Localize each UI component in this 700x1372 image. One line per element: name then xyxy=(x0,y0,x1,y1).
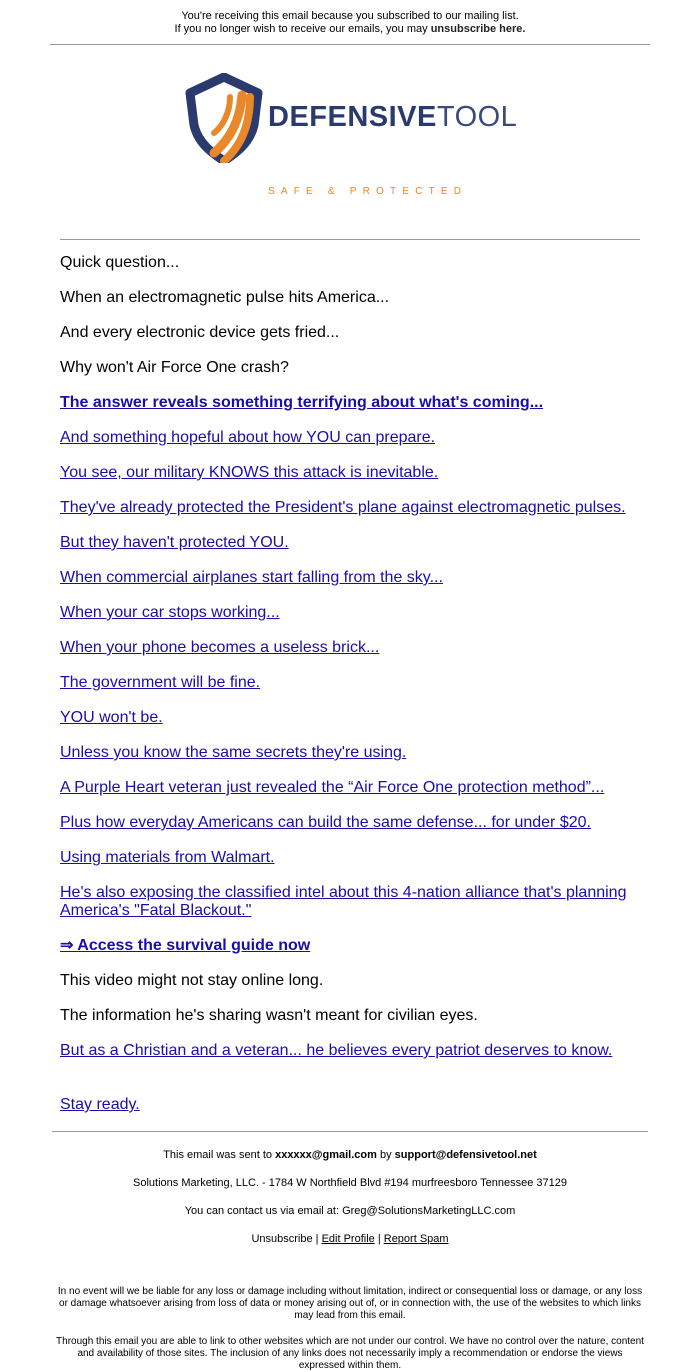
body-text: The information he's sharing wasn't meant for civilian eyes. xyxy=(60,1007,478,1024)
body-link-text[interactable]: When your phone becomes a useless brick... xyxy=(60,639,380,656)
link-separator: | xyxy=(377,1233,381,1245)
body-link xyxy=(60,394,640,412)
unsubscribe-prefix: If you no longer wish to receive our emails, you may xyxy=(174,23,428,35)
body-link xyxy=(60,937,640,955)
shield-icon xyxy=(184,73,264,163)
legal-disclaimer xyxy=(56,1286,644,1372)
brand-logo xyxy=(0,45,700,195)
company-address: Solutions Marketing, LLC. - 1784 W Northfield Blvd #194 murfreesboro Tennessee 37129 xyxy=(133,1177,567,1189)
recipient-email: xxxxxx@gmail.com xyxy=(275,1149,377,1161)
body-link xyxy=(60,709,640,727)
body-link xyxy=(60,814,640,832)
subscription-notice xyxy=(0,0,700,36)
body-link-text[interactable]: A Purple Heart veteran just revealed the “Air Force One protection method”... xyxy=(60,779,605,796)
unsubscribe-here-link[interactable]: unsubscribe here. xyxy=(430,23,526,35)
body-link-text[interactable]: You see, our military KNOWS this attack is inevitable. xyxy=(60,464,439,481)
body-link xyxy=(60,464,640,482)
body-link-text[interactable]: When your car stops working... xyxy=(60,604,280,621)
body-link-text[interactable]: But they haven't protected YOU. xyxy=(60,534,289,551)
body-link-text[interactable]: He's also exposing the classified intel about this 4-nation alliance that's planning America's "Fatal Blackout." xyxy=(60,884,627,919)
body-link xyxy=(60,1042,640,1060)
email-footer xyxy=(0,1132,700,1372)
report-spam-link[interactable]: Report Spam xyxy=(383,1233,449,1245)
body-link-text[interactable]: When commercial airplanes start falling from the sky... xyxy=(60,569,443,586)
body-link-text[interactable]: Using materials from Walmart. xyxy=(60,849,275,866)
sent-by-word: by xyxy=(379,1149,392,1161)
body-link-text[interactable]: Unless you know the same secrets they're using. xyxy=(60,744,407,761)
body-link xyxy=(60,569,640,587)
body-link-text[interactable]: YOU won't be. xyxy=(60,709,163,726)
email-body xyxy=(0,240,700,1114)
subscription-notice-line2 xyxy=(0,23,700,36)
body-link xyxy=(60,1096,640,1114)
body-link xyxy=(60,779,640,797)
body-text: When an electromagnetic pulse hits America... xyxy=(60,289,390,306)
body-link-text[interactable]: The government will be fine. xyxy=(60,674,261,691)
brand-name-bold: DEFENSIVE xyxy=(268,101,437,133)
body-link-text[interactable]: And something hopeful about how YOU can prepare. xyxy=(60,429,436,446)
answer-reveals-link[interactable]: The answer reveals something terrifying about what's coming... xyxy=(60,394,544,411)
body-link xyxy=(60,534,640,552)
legal-paragraph: In no event will we be liable for any loss or damage including without limitation, indirect or consequential loss or damage, or any loss or damage whatsoever arising from loss of data or money arising out of, or in connection with, the use of the websites to which links may lead from this email. xyxy=(57,1286,643,1321)
brand-name-light: TOOL xyxy=(436,101,518,133)
link-separator: | xyxy=(315,1233,319,1245)
body-link xyxy=(60,744,640,762)
footer-links xyxy=(0,1233,700,1246)
access-survival-guide-link[interactable]: ⇒ Access the survival guide now xyxy=(60,937,311,954)
body-text: Why won't Air Force One crash? xyxy=(60,359,289,376)
body-link xyxy=(60,674,640,692)
legal-paragraph: Through this email you are able to link to other websites which are not under our control. We have no control over the nature, content and availability of those sites. The inclusion of any links does not necessarily imply a recommendation or endorse the views expressed within them. xyxy=(56,1336,644,1371)
contact-line: You can contact us via email at: Greg@SolutionsMarketingLLC.com xyxy=(184,1205,516,1217)
body-link-text[interactable]: Plus how everyday Americans can build the same defense... for under $20. xyxy=(60,814,591,831)
edit-profile-link[interactable]: Edit Profile xyxy=(321,1233,375,1245)
stay-ready-link[interactable]: Stay ready. xyxy=(60,1096,140,1113)
brand-tagline: SAFE & PROTECTED xyxy=(268,186,468,197)
body-link xyxy=(60,849,640,867)
sent-to-prefix: This email was sent to xyxy=(163,1149,273,1161)
body-link-text[interactable]: They've already protected the President's plane against electromagnetic pulses. xyxy=(60,499,626,516)
body-text: This video might not stay online long. xyxy=(60,972,324,989)
body-link xyxy=(60,604,640,622)
sent-to-line xyxy=(0,1149,700,1162)
body-text: And every electronic device gets fried... xyxy=(60,324,340,341)
body-link-text[interactable]: But as a Christian and a veteran... he believes every patriot deserves to know. xyxy=(60,1042,613,1059)
body-link xyxy=(60,429,640,447)
subscription-notice-line1: You're receiving this email because you subscribed to our mailing list. xyxy=(181,10,519,22)
brand-name xyxy=(268,101,517,134)
sender-email: support@defensivetool.net xyxy=(394,1149,537,1161)
body-link xyxy=(60,884,640,920)
unsubscribe-link[interactable]: Unsubscribe xyxy=(251,1233,313,1245)
body-text: Quick question... xyxy=(60,254,180,271)
body-link xyxy=(60,499,640,517)
body-link xyxy=(60,639,640,657)
